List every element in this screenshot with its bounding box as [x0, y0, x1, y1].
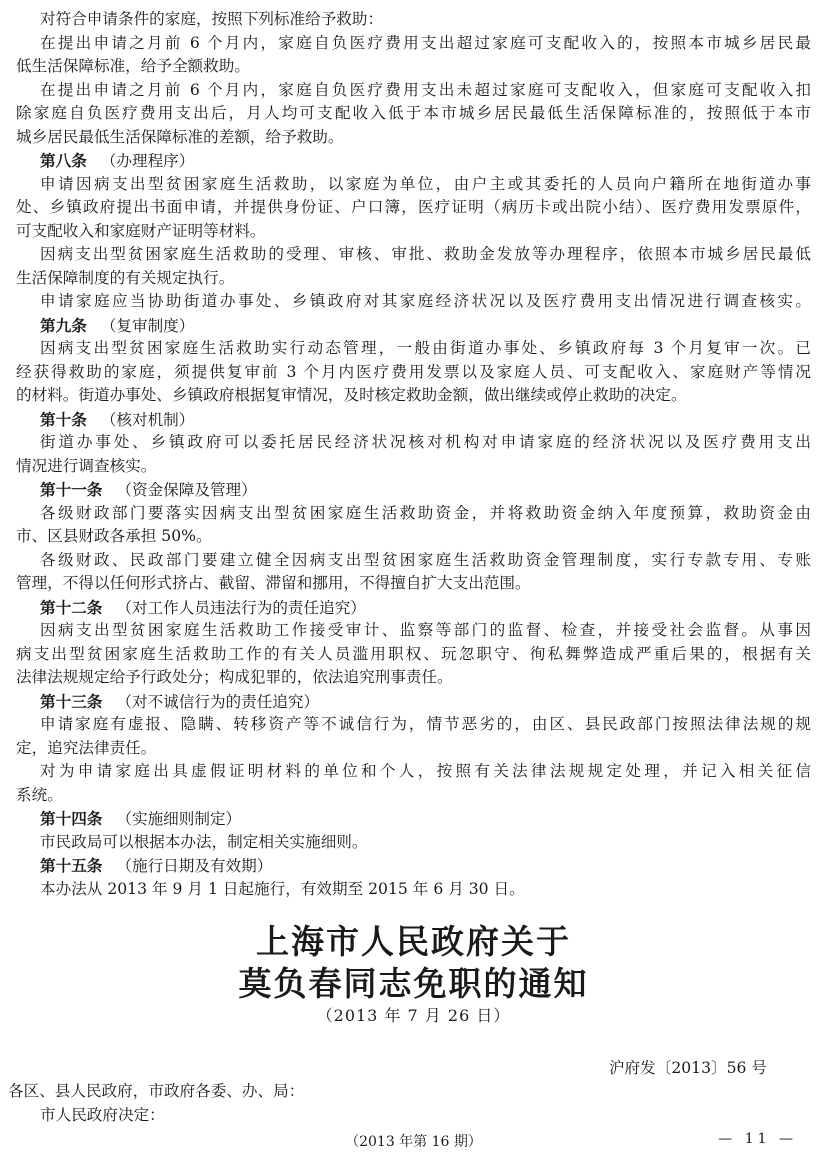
article-number: 第十四条 [40, 809, 103, 828]
notice-decision: 市人民政府决定： [40, 1106, 165, 1124]
article-number: 第十一条 [40, 480, 103, 499]
text-line: 定，追究法律责任。 [16, 738, 157, 757]
text-line: 管理，不得以任何形式挤占、截留、滞留和挪用，不得擅自扩大支出范围。 [16, 574, 531, 592]
text-line: 在提出申请之月前 6 个月内，家庭自负医疗费用支出超过家庭可支配收入的，按照本市城乡居民最 [40, 33, 811, 52]
article-subject: （实施细则制定） [116, 810, 242, 828]
article-heading [40, 807, 811, 832]
article-number: 第八条 [40, 151, 87, 170]
text-line: 申请家庭有虚报、隐瞒、转移资产等不诚信行为，情节恶劣的，由区、县民政部门按照法律法规的规 [40, 715, 811, 733]
article-subject: （施行日期及有效期） [116, 857, 273, 875]
article-subject: （对工作人员违法行为的责任追究） [116, 598, 366, 617]
text-line: 因病支出型贫困家庭生活救助的受理、审核、审批、救助金发放等办理程序，依照本市城乡居民最低 [40, 245, 811, 263]
text-line: 各级财政、民政部门要建立健全因病支出型贫困家庭生活救助资金管理制度，实行专款专用、专账 [40, 550, 811, 569]
notice-title-line2: 莫负春同志免职的通知 [238, 964, 589, 1003]
text-line: 对符合申请条件的家庭，按照下列标准给予救助： [40, 10, 384, 28]
text-line: 法律法规规定给予行政处分；构成犯罪的，依法追究刑事责任。 [16, 668, 453, 686]
article-number: 第十二条 [40, 597, 103, 617]
article-heading [40, 690, 811, 715]
article-heading [40, 408, 811, 433]
text-line: 城乡居民最低生活保障标准的差额，给予救助。 [16, 127, 344, 146]
article-subject: （核对机制） [100, 410, 195, 429]
text-line: 系统。 [16, 785, 63, 804]
text-line: 经获得救助的家庭，须提供复审前 3 个月内医疗费用发票以及家庭人员、可支配收入、家庭财产等情况 [16, 362, 811, 381]
notice-recipients: 各区、县人民政府，市政府各委、办、局： [8, 1082, 305, 1100]
text-line: 因病支出型贫困家庭生活救助实行动态管理，一般由街道办事处、乡镇政府每 3 个月复审一次。已 [40, 339, 811, 357]
article-number: 第九条 [40, 315, 87, 335]
article-heading [40, 854, 811, 879]
article-heading [40, 596, 811, 621]
text-line: 本办法从 2013 年 9 月 1 日起施行，有效期至 2015 年 6 月 30 日。 [40, 879, 525, 898]
text-line: 各级财政部门要落实因病支出型贫困家庭生活救助资金，并将救助资金纳入年度预算，救助资金由 [40, 503, 811, 522]
text-line: 病支出型贫困家庭生活救助工作的有关人员滥用职权、玩忽职守、徇私舞弊造成严重后果的，根据有关 [16, 644, 811, 663]
issue-number: （2013 年第 16 期） [345, 1134, 482, 1150]
text-line: 街道办事处、乡镇政府可以委托居民经济状况核对机构对申请家庭的经济状况以及医疗费用支出 [40, 433, 811, 451]
article-number: 第十五条 [40, 856, 103, 875]
notice-title-line1: 上海市人民政府关于 [256, 922, 571, 961]
article-heading [40, 149, 811, 174]
notice-date: （2013 年 7 月 26 日） [316, 1006, 511, 1025]
article-subject: （资金保障及管理） [116, 481, 257, 499]
article-subject: （办理程序） [100, 152, 195, 170]
text-line: 低生活保障标准，给予全额救助。 [16, 57, 250, 75]
article-subject: （对不诚信行为的责任追究） [116, 692, 320, 711]
article-heading [40, 314, 811, 339]
article-heading [40, 478, 811, 503]
text-line: 申请家庭应当协助街道办事处、乡镇政府对其家庭经济状况以及医疗费用支出情况进行调查核实。 [40, 292, 811, 310]
text-line: 在提出申请之月前 6 个月内，家庭自负医疗费用支出未超过家庭可支配收入，但家庭可支配收入扣 [40, 80, 811, 99]
text-line: 对为申请家庭出具虚假证明材料的单位和个人，按照有关法律法规规定处理，并记入相关征信 [40, 762, 811, 780]
text-line: 的材料。街道办事处、乡镇政府根据复审情况，及时核定救助金额，做出继续或停止救助的决定。 [16, 386, 687, 404]
text-line: 处、乡镇政府提出书面申请，并提供身份证、户口簿，医疗证明（病历卡或出院小结）、医疗费用发票原件， [16, 198, 811, 216]
page-number: — 11 — [718, 1131, 797, 1147]
text-line: 因病支出型贫困家庭生活救助工作接受审计、监察等部门的监督、检查，并接受社会监督。从事因 [40, 621, 811, 639]
text-line: 市民政局可以根据本办法，制定相关实施细则。 [40, 832, 368, 851]
text-line: 情况进行调查核实。 [16, 456, 157, 475]
text-line: 除家庭自负医疗费用支出后，月人均可支配收入低于本市城乡居民最低生活保障标准的，按照低于本市 [16, 104, 811, 122]
text-line: 市、区县财政各承担 50%。 [16, 527, 212, 545]
text-line: 生活保障制度的有关规定执行。 [16, 268, 235, 287]
article-subject: （复审制度） [100, 316, 195, 335]
document-number: 沪府发〔2013〕56 号 [608, 1059, 767, 1077]
article-number: 第十三条 [40, 691, 103, 711]
text-line: 可支配收入和家庭财产证明等材料。 [16, 221, 266, 240]
text-line: 申请因病支出型贫困家庭生活救助，以家庭为单位，由户主或其委托的人员向户籍所在地街道办事 [40, 174, 811, 193]
article-number: 第十条 [40, 409, 87, 429]
